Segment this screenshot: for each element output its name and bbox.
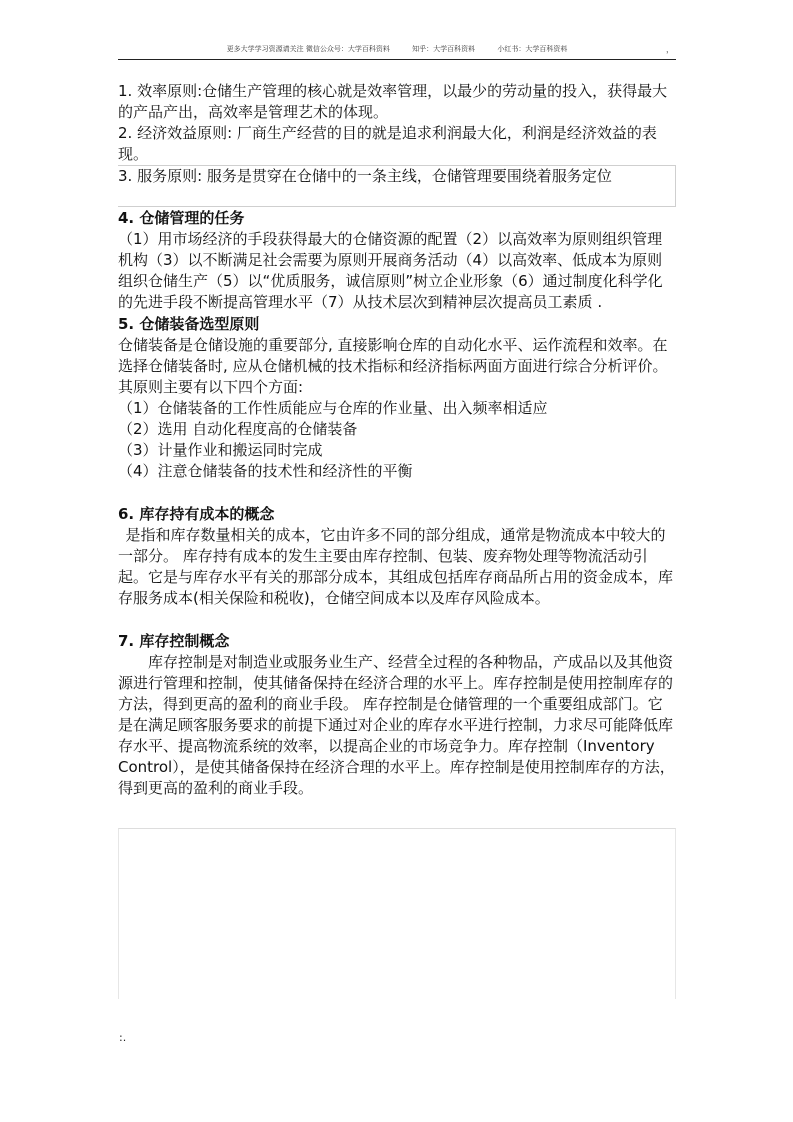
section-7-body: 库存控制是对制造业或服务业生产、经营全过程的各种物品，产成品以及其他资源进行管理和控制，使其储备保持在经济合理的水平上。库存控制是使用控制库存的方法，得到更高的盈利的商业手段。 库存控制是仓储管理的一个重要组成部门。它是在满足顾客服务要求的前提下通过对企业的库存水平进行控制，力求尽可能降低库存水平、提高物流系统的效率，以提高企业的市场竞争力。库存控制（Inventory Control），是使其储备保持在经济合理的水平上。库存控制是使用控制库存的方法，得到更高的盈利的商业手段。 — [118, 653, 675, 797]
header-xiaohongshu-text: 小红书：大学百科资料 — [497, 45, 568, 53]
section-6-title: 6. 库存持有成本的概念 — [118, 505, 275, 523]
spacer — [118, 609, 676, 630]
principle-efficiency: 1. 效率原则:仓储生产管理的核心就是效率管理，以最少的劳动量的投入，获得最大的产品产出，高效率是管理艺术的体现。 — [118, 82, 668, 121]
header-zhihu-text: 知乎：大学百科资料 — [412, 45, 476, 53]
principle-economic-benefit: 2. 经济效益原则: 厂商生产经营的目的就是追求利润最大化，利润是经济效益的表现。 — [118, 124, 657, 163]
footer-mark: :. — [119, 1031, 127, 1044]
section-5-title: 5. 仓储装备选型原则 — [118, 315, 260, 333]
section-5-item: （3）计量作业和搬运同时完成 — [118, 441, 323, 459]
section-4-body: （1）用市场经济的手段获得最大的仓储资源的配置（2）以高效率为原则组织管理机构（3）以不断满足社会需要为原则开展商务活动（4）以高效率、低成本为原则组织仓储生产（5）以“优质服务，诚信原则”树立企业形象（6）通过制度化科学化的先进手段不断提高管理水平（7）从技术层次到精神层次提高员工素质 . — [118, 230, 663, 311]
header-mark: ， — [666, 45, 674, 54]
page-header — [118, 44, 676, 58]
spacer — [118, 482, 676, 503]
section-6-body: 是指和库存数量相关的成本，它由许多不同的部分组成，通常是物流成本中较大的一部分。 库存持有成本的发生主要由库存控制、包装、废弃物处理等物流活动引起。它是与库存水平有关的那部分成本，其组成包括库存商品所占用的资金成本，库存服务成本(相关保险和税收)，仓储空间成本以及库存风险成本。 — [118, 526, 674, 607]
principle-service: 3. 服务原则: 服务是贯穿在仓储中的一条主线，仓储管理要围绕着服务定位 — [118, 165, 676, 207]
section-5-item: （4）注意仓储装备的技术性和经济性的平衡 — [118, 462, 413, 480]
section-4-title: 4. 仓储管理的任务 — [118, 209, 245, 227]
header-wechat-text: 更多大学学习资源请关注 微信公众号：大学百科资料 — [226, 45, 390, 53]
section-5-item: （2）选用 自动化程度高的仓储装备 — [118, 420, 358, 438]
section-7-title: 7. 库存控制概念 — [118, 632, 230, 650]
document-body — [118, 81, 676, 799]
empty-figure-frame — [118, 828, 676, 999]
section-5-intro: 仓储装备是仓储设施的重要部分, 直接影响仓库的自动化水平、运作流程和效率。在选择仓储装备时, 应从仓储机械的技术指标和经济指标两面方面进行综合分析评价。其原则主要有以下四个方面: — [118, 336, 668, 396]
section-5-item: （1）仓储装备的工作性质能应与仓库的作业量、出入频率相适应 — [118, 399, 548, 417]
header-divider — [118, 59, 676, 60]
